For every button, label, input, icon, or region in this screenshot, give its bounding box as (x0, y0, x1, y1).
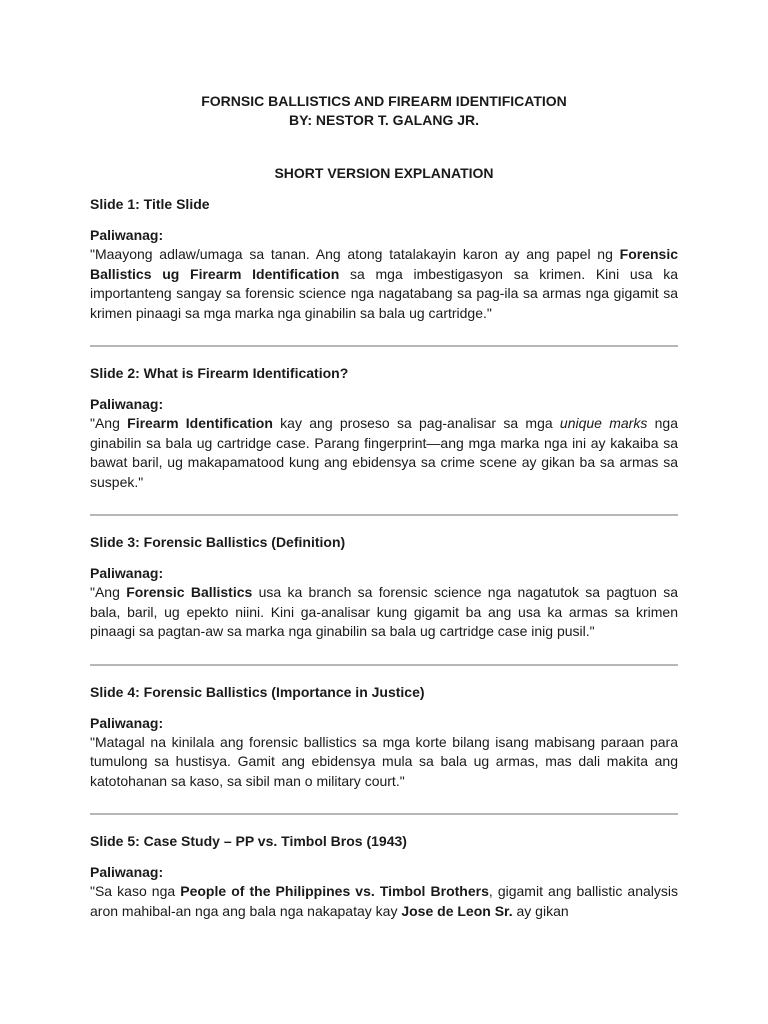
slide-heading: Slide 2: What is Firearm Identification? (90, 365, 349, 381)
text-run: ay gikan (512, 902, 569, 919)
explanation-label: Paliwanag: (90, 714, 164, 731)
text-run: "Ang (90, 584, 127, 600)
slide-section-3 (90, 533, 678, 642)
explanation-text (90, 245, 678, 323)
slide-section-1 (90, 195, 678, 323)
emphasis-italic: unique marks (559, 415, 648, 431)
text-run: "Ang (90, 415, 128, 431)
document-author: BY: NESTOR T. GALANG JR. (288, 112, 480, 128)
slide-section-2 (90, 364, 678, 492)
text-run: "Maayong adlaw/umaga sa tanan. Ang atong tatalakayin karon ay ang papel ng (90, 246, 620, 262)
explanation-label: Paliwanag: (90, 864, 164, 880)
document-subtitle: SHORT VERSION EXPLANATION (274, 165, 494, 181)
emphasis-bold: People of the Philippines vs. Timbol Brothers (180, 883, 489, 899)
text-run: kay ang proseso sa pag-analisar sa mga (272, 415, 560, 431)
explanation-label: Paliwanag: (90, 396, 164, 412)
explanation-text (90, 414, 678, 492)
explanation-label: Paliwanag: (90, 227, 164, 243)
explanation-label: Paliwanag: (90, 565, 164, 581)
emphasis-bold: Forensic Ballistics (126, 584, 253, 600)
section-divider (90, 514, 678, 516)
emphasis-bold: Forensic Ballistics ug Firearm Identification (90, 246, 678, 282)
text-run: usa ka branch sa forensic science nga nagatutok sa pagtuon sa bala, baril, ug epekto niini. Kini ga-analisar kung gigamit ba ang usa ka armas sa krimen pinaagi sa pagtan-aw sa marka nga ginabilin sa bala ug cartridge case inig pusil." (90, 584, 679, 639)
section-divider (90, 813, 678, 815)
slide-section-4 (90, 683, 678, 792)
document-body (90, 92, 678, 921)
slide-heading: Slide 4: Forensic Ballistics (Importance in Justice) (90, 683, 425, 700)
slide-heading: Slide 5: Case Study – PP vs. Timbol Bros (1943) (90, 833, 407, 849)
explanation-text (90, 733, 678, 792)
section-divider (90, 664, 678, 666)
slide-heading: Slide 3: Forensic Ballistics (Definition) (90, 534, 346, 550)
emphasis-bold: Jose de Leon Sr. (401, 902, 513, 919)
emphasis-bold: Firearm Identification (127, 415, 273, 431)
slide-section-5 (90, 832, 678, 921)
explanation-text (90, 882, 678, 921)
text-run: "Matagal na kinilala ang forensic ballistics sa mga korte bilang isang mabisang paraan para tumulong sa hustisya. Gamit ang ebidensya mula sa bala ug armas, mas dali makita ang katotohanan sa kaso, sa sibil man o military court." (90, 733, 678, 789)
section-divider (90, 345, 678, 347)
explanation-text (90, 583, 678, 642)
text-run: "Sa kaso nga (90, 883, 181, 899)
text-run: nga ginabilin sa bala ug cartridge case. Parang fingerprint—ang mga marka nga ini ay kakaiba sa bawat baril, ug makapamatood kung ang ebidensya sa crime scene ay gikan ba sa armas sa suspek." (90, 415, 678, 490)
slide-heading: Slide 1: Title Slide (90, 196, 210, 212)
text-run: sa mga imbestigasyon sa krimen. Kini usa ka importanteng sangay sa forensic science nga nagatabang sa pag-ila sa armas nga gigamit sa krimen pinaagi sa mga marka nga ginabilin sa bala ug cartridge." (90, 265, 679, 321)
document-title: FORNSIC BALLISTICS AND FIREARM IDENTIFICATION (201, 93, 567, 109)
text-run: , gigamit ang ballistic analysis aron mahibal-an nga ang bala nga nakapatay kay (90, 883, 679, 919)
